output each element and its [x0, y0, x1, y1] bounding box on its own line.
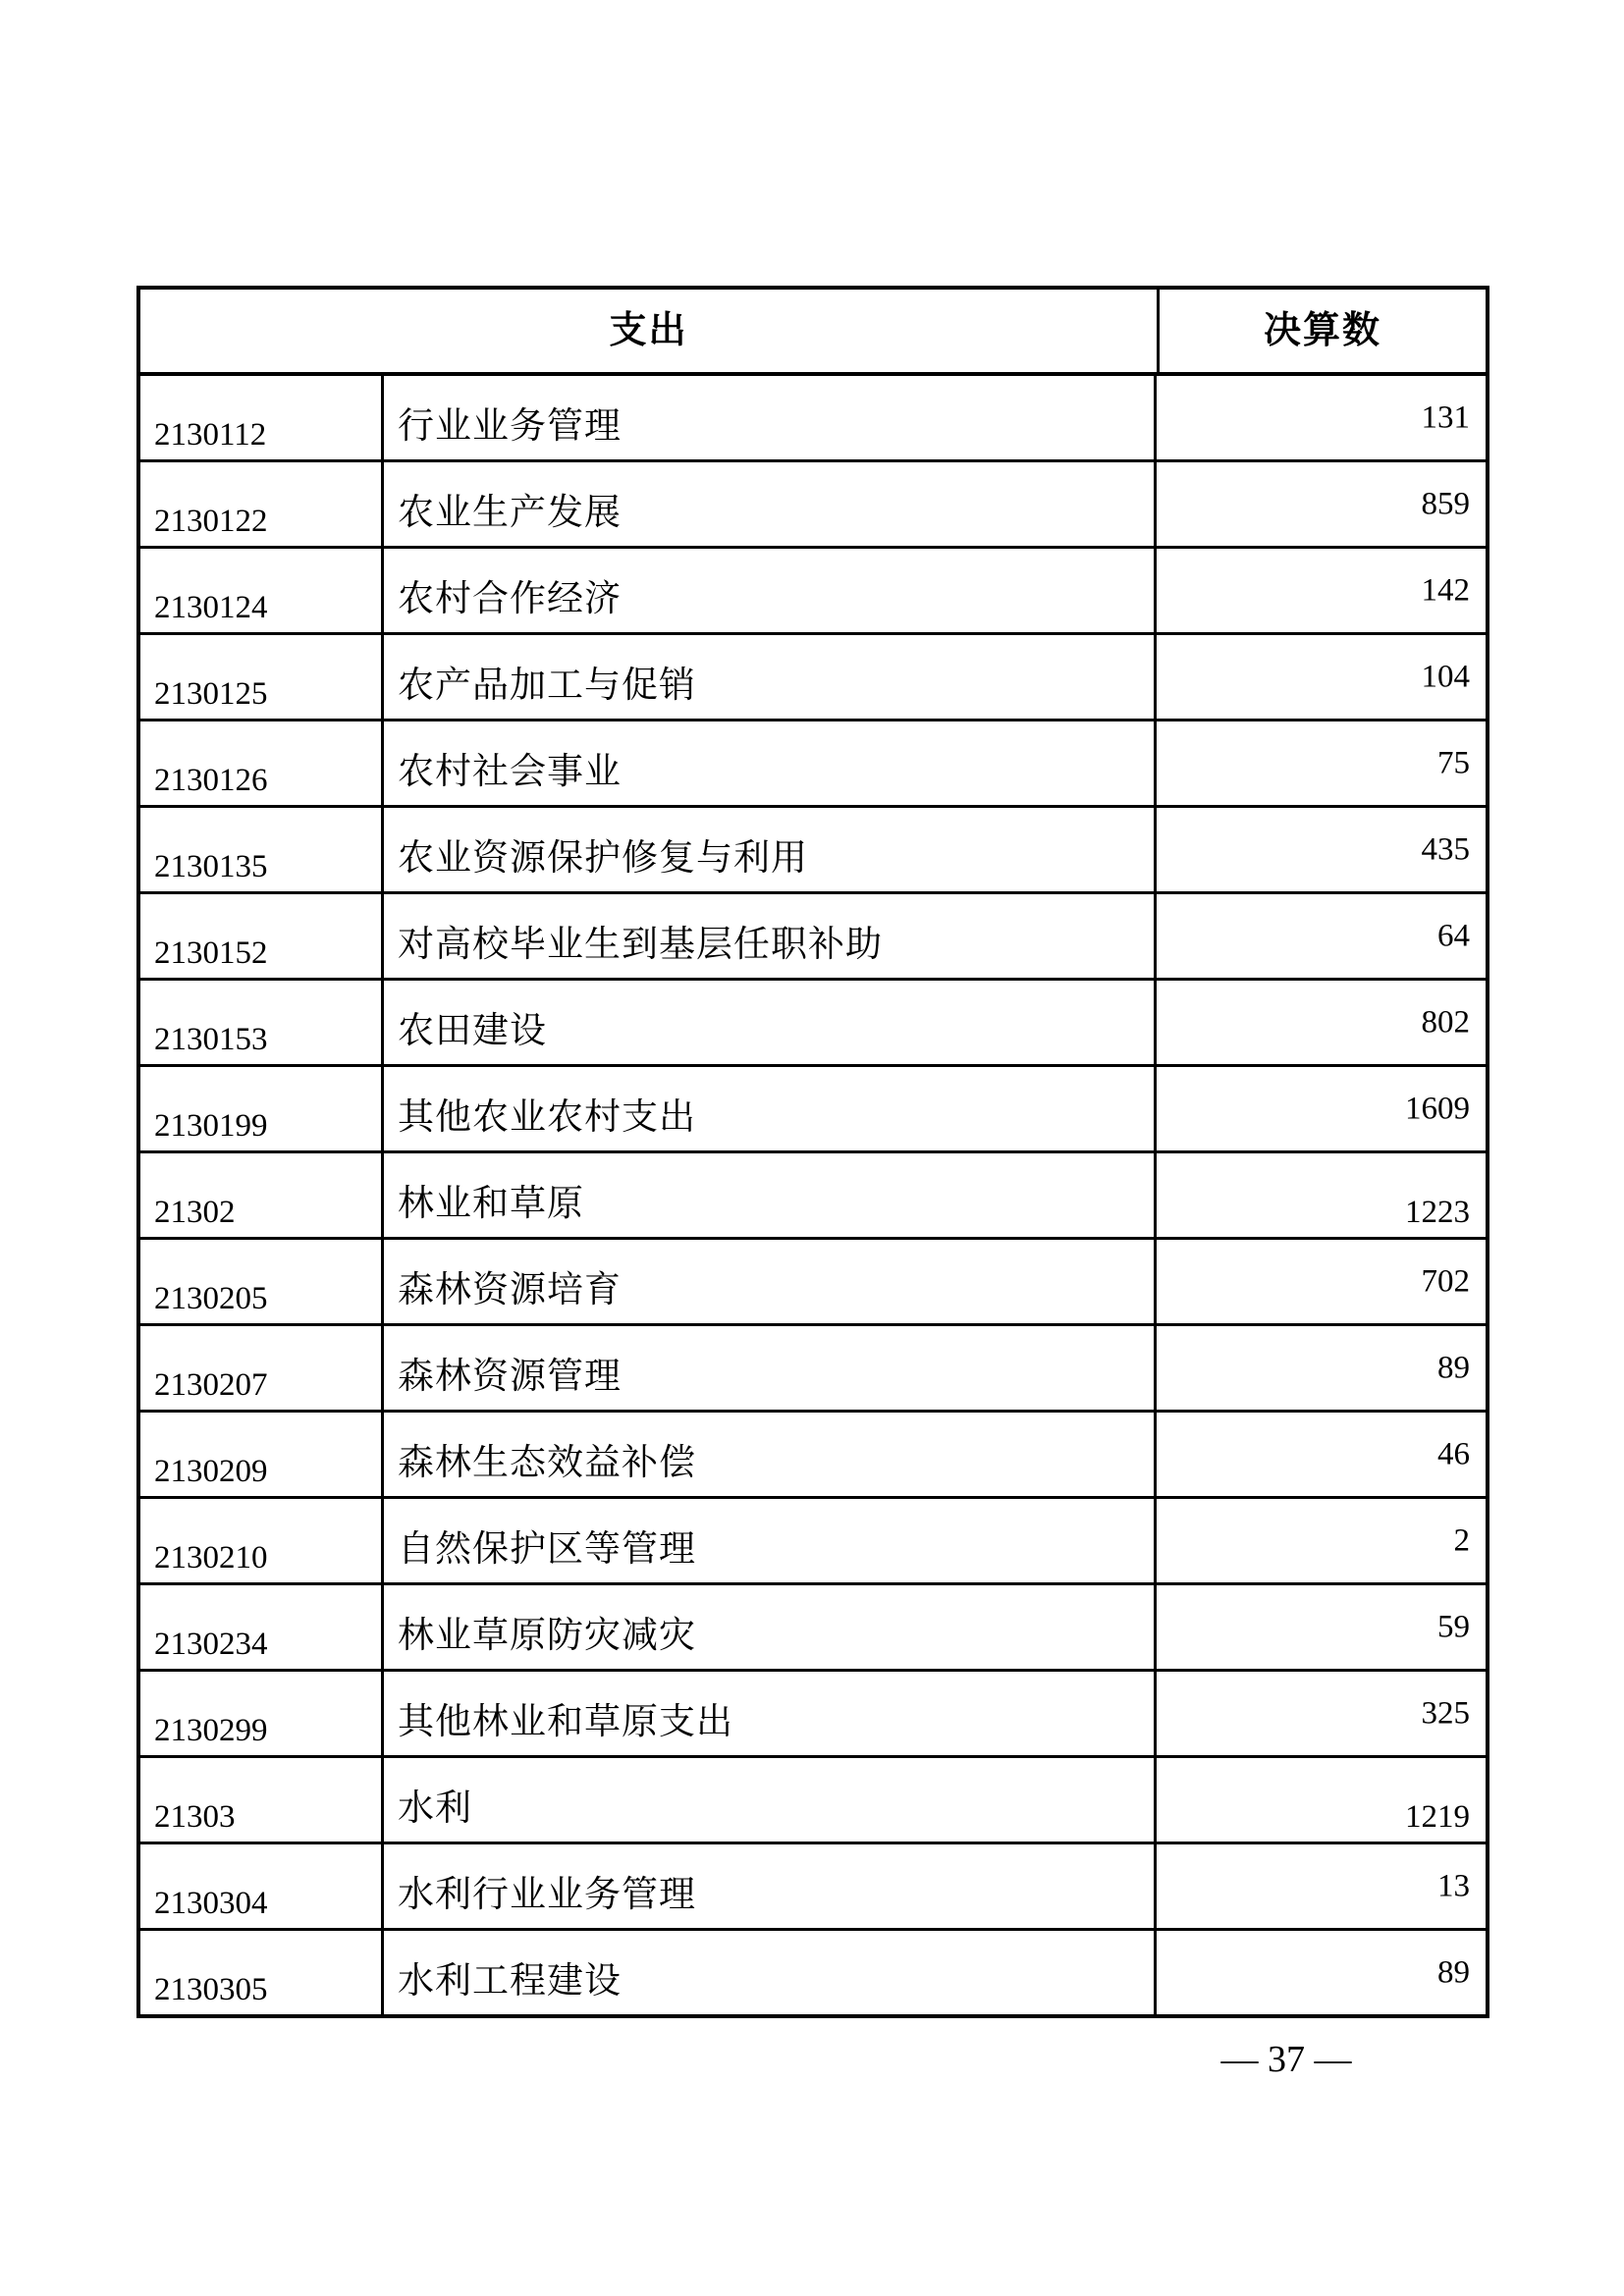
- name-cell: [381, 376, 1157, 459]
- table-row: [140, 635, 1486, 721]
- name-cell: [381, 1067, 1157, 1150]
- value-cell: [1157, 808, 1486, 891]
- name-cell: [381, 721, 1157, 805]
- final-amount: 1219: [1405, 1799, 1470, 1835]
- expense-name: 农村合作经济: [398, 579, 622, 619]
- expense-code: 2130153: [154, 1022, 268, 1057]
- expense-code: 2130125: [154, 676, 268, 712]
- final-amount: 1223: [1405, 1195, 1470, 1230]
- final-amount: 325: [1421, 1695, 1470, 1731]
- expense-code: 2130210: [154, 1540, 268, 1575]
- table-body: [140, 376, 1486, 2014]
- table-row: [140, 1499, 1486, 1585]
- code-cell: [140, 721, 381, 805]
- code-cell: [140, 462, 381, 546]
- expenditure-table: [136, 286, 1489, 2018]
- code-cell: [140, 549, 381, 632]
- final-amount: 2: [1453, 1522, 1470, 1558]
- expense-code: 2130152: [154, 935, 268, 971]
- final-amount: 89: [1437, 1350, 1470, 1385]
- final-amount: 64: [1437, 918, 1470, 953]
- code-cell: [140, 1153, 381, 1237]
- table-row: [140, 1413, 1486, 1499]
- code-cell: [140, 1067, 381, 1150]
- name-cell: [381, 1499, 1157, 1582]
- name-cell: [381, 549, 1157, 632]
- code-cell: [140, 1672, 381, 1755]
- value-cell: [1157, 462, 1486, 546]
- value-cell: [1157, 1931, 1486, 2014]
- code-cell: [140, 635, 381, 719]
- table-row: [140, 1931, 1486, 2014]
- expense-code: 2130305: [154, 1972, 268, 2007]
- expense-code: 2130209: [154, 1454, 268, 1489]
- final-amount: 702: [1421, 1263, 1470, 1299]
- expense-code: 2130126: [154, 763, 268, 798]
- expense-code: 2130205: [154, 1281, 268, 1316]
- value-cell: [1157, 635, 1486, 719]
- value-cell: [1157, 1413, 1486, 1496]
- final-amount: 859: [1421, 486, 1470, 521]
- table-row: [140, 1844, 1486, 1931]
- code-cell: [140, 1844, 381, 1928]
- final-amount: 104: [1421, 659, 1470, 694]
- expense-code: 2130207: [154, 1367, 268, 1403]
- expense-code: 2130135: [154, 849, 268, 884]
- value-cell: [1157, 981, 1486, 1064]
- table-row: [140, 462, 1486, 549]
- value-cell: [1157, 1844, 1486, 1928]
- code-cell: [140, 1585, 381, 1669]
- expense-name: 自然保护区等管理: [398, 1529, 696, 1570]
- expense-name: 水利工程建设: [398, 1961, 622, 2002]
- expense-code: 2130124: [154, 590, 268, 625]
- code-cell: [140, 1931, 381, 2014]
- name-cell: [381, 894, 1157, 978]
- page-number: — 37 —: [1220, 2039, 1352, 2080]
- header-cell-final-amount: 决算数: [1263, 310, 1381, 351]
- expense-name: 水利: [398, 1789, 472, 1829]
- value-cell: [1157, 549, 1486, 632]
- name-cell: [381, 1585, 1157, 1669]
- final-amount: 1609: [1405, 1091, 1470, 1126]
- table-row: [140, 1240, 1486, 1326]
- header-cell-expense: 支出: [140, 290, 1160, 372]
- value-cell: [1157, 1585, 1486, 1669]
- table-row: [140, 808, 1486, 894]
- name-cell: [381, 1240, 1157, 1323]
- code-cell: [140, 1758, 381, 1842]
- expense-name: 其他林业和草原支出: [398, 1702, 733, 1742]
- expense-name: 水利行业业务管理: [398, 1875, 696, 1915]
- expense-code: 2130299: [154, 1713, 268, 1748]
- table-row: [140, 1672, 1486, 1758]
- final-amount: 89: [1437, 1954, 1470, 1990]
- name-cell: [381, 1326, 1157, 1410]
- expense-name: 农村社会事业: [398, 752, 622, 792]
- expense-name: 农产品加工与促销: [398, 666, 696, 706]
- code-cell: [140, 1240, 381, 1323]
- name-cell: [381, 635, 1157, 719]
- expense-name: 农业生产发展: [398, 493, 622, 533]
- final-amount: 131: [1421, 400, 1470, 435]
- name-cell: [381, 1672, 1157, 1755]
- expense-name: 农业资源保护修复与利用: [398, 838, 808, 879]
- value-cell: [1157, 894, 1486, 978]
- table-row: [140, 1067, 1486, 1153]
- code-cell: [140, 1499, 381, 1582]
- name-cell: [381, 1844, 1157, 1928]
- final-amount: 13: [1437, 1868, 1470, 1903]
- table-header-row: [140, 290, 1486, 376]
- table-row: [140, 1326, 1486, 1413]
- code-cell: [140, 1413, 381, 1496]
- expense-code: 21303: [154, 1799, 236, 1835]
- name-cell: [381, 808, 1157, 891]
- expense-name: 森林生态效益补偿: [398, 1443, 696, 1483]
- expense-name: 其他农业农村支出: [398, 1097, 696, 1138]
- name-cell: [381, 1153, 1157, 1237]
- table-row: [140, 1758, 1486, 1844]
- value-cell: [1157, 1758, 1486, 1842]
- final-amount: 75: [1437, 745, 1470, 780]
- expense-name: 对高校毕业生到基层任职补助: [398, 925, 883, 965]
- expense-code: 2130112: [154, 417, 267, 453]
- expense-name: 森林资源培育: [398, 1270, 622, 1310]
- value-cell: [1157, 1326, 1486, 1410]
- table-row: [140, 376, 1486, 462]
- expense-name: 森林资源管理: [398, 1357, 622, 1397]
- table-row: [140, 981, 1486, 1067]
- final-amount: 802: [1421, 1004, 1470, 1040]
- expense-name: 林业和草原: [398, 1184, 584, 1224]
- value-cell: [1157, 1240, 1486, 1323]
- final-amount: 435: [1421, 831, 1470, 867]
- code-cell: [140, 808, 381, 891]
- table-row: [140, 1585, 1486, 1672]
- name-cell: [381, 1758, 1157, 1842]
- expense-name: 农田建设: [398, 1011, 547, 1051]
- expense-code: 2130199: [154, 1108, 268, 1144]
- final-amount: 59: [1437, 1609, 1470, 1644]
- expense-name: 林业草原防灾减灾: [398, 1616, 696, 1656]
- code-cell: [140, 1326, 381, 1410]
- name-cell: [381, 981, 1157, 1064]
- value-cell: [1157, 376, 1486, 459]
- table-row: [140, 1153, 1486, 1240]
- code-cell: [140, 894, 381, 978]
- code-cell: [140, 981, 381, 1064]
- final-amount: 46: [1437, 1436, 1470, 1471]
- name-cell: [381, 1413, 1157, 1496]
- value-cell: [1157, 1067, 1486, 1150]
- table-row: [140, 549, 1486, 635]
- table-row: [140, 894, 1486, 981]
- expense-code: 21302: [154, 1195, 236, 1230]
- code-cell: [140, 376, 381, 459]
- name-cell: [381, 1931, 1157, 2014]
- value-cell: [1157, 721, 1486, 805]
- value-cell: [1157, 1499, 1486, 1582]
- name-cell: [381, 462, 1157, 546]
- expense-code: 2130234: [154, 1627, 268, 1662]
- value-cell: [1157, 1153, 1486, 1237]
- expense-code: 2130122: [154, 504, 268, 539]
- final-amount: 142: [1421, 572, 1470, 608]
- table-row: [140, 721, 1486, 808]
- value-cell: [1157, 1672, 1486, 1755]
- expense-name: 行业业务管理: [398, 406, 622, 447]
- expense-code: 2130304: [154, 1886, 268, 1921]
